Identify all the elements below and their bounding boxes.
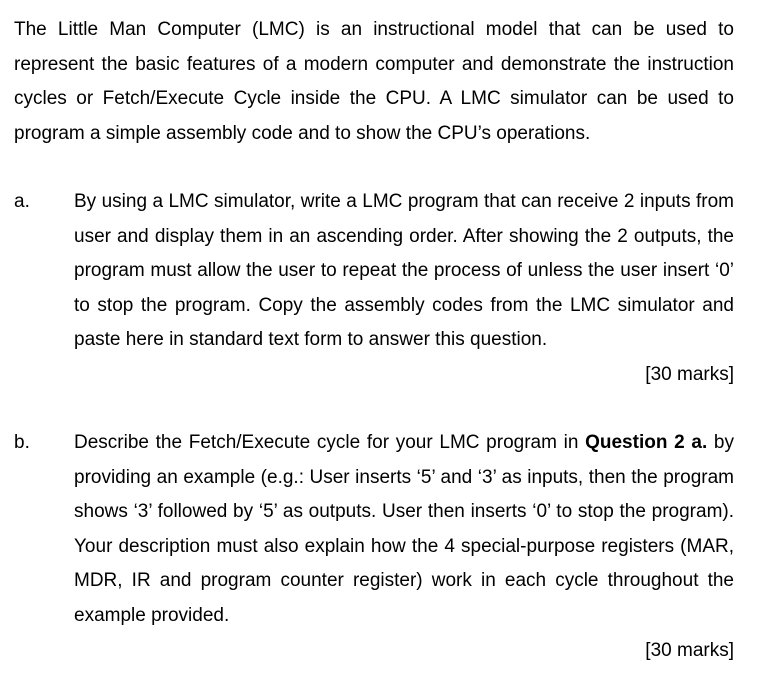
question-b-reference: Question 2 a. [585, 432, 708, 453]
question-b-text [74, 426, 734, 633]
question-a-text: By using a LMC simulator, write a LMC program that can receive 2 inputs from user and display them in an ascending order. After showing the 2 outputs, the program must allow the user to repeat the process of unless the user insert ‘0’ to stop the program. Copy the assembly codes from the LMC simulator and paste here in standard text form to answer this question. [74, 191, 734, 350]
intro-paragraph: The Little Man Computer (LMC) is an instructional model that can be used to represent the basic features of a modern computer and demonstrate the instruction cycles or Fetch/Execute Cycle inside the CPU. A LMC simulator can be used to program a simple assembly code and to show the CPU’s operations. [14, 19, 734, 144]
question-b-text-after: by providing an example (e.g.: User inserts ‘5’ and ‘3’ as inputs, then the program shows ‘3’ followed by ‘5’ as outputs. User then inserts ‘0’ to stop the program). Your description must also explain how the 4 special-purpose registers (MAR, MDR, IR and program counter register) work in each cycle throughout the example provided. [74, 432, 734, 626]
question-b-text-before: Describe the Fetch/Execute cycle for your LMC program in [74, 432, 586, 453]
question-a-label: a. [14, 191, 30, 212]
question-b-marks: [30 marks] [645, 640, 734, 661]
question-a-marks: [30 marks] [645, 364, 734, 385]
question-b-label: b. [14, 432, 30, 453]
